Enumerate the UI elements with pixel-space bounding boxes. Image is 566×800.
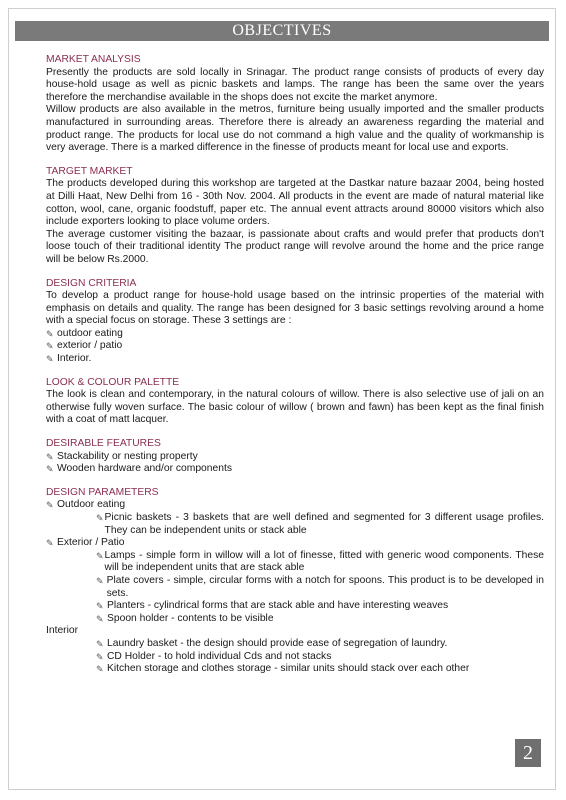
pencil-icon: ✎ bbox=[46, 341, 54, 352]
paragraph: The look is clean and contemporary, in the natural colours of willow. There is also selective use of jali on an otherwise fully woven surface. The basic colour of willow ( brown and fawn) has been kept as the final finish with a coat of matt lacquer. bbox=[46, 389, 544, 426]
list-item: ✎ Laundry basket - the design should provide ease of segregation of laundry. bbox=[96, 637, 448, 649]
list-item: ✎ Planters - cylindrical forms that are stack able and have interesting weaves bbox=[96, 600, 449, 612]
pencil-icon: ✎ bbox=[96, 651, 104, 662]
section-heading: DESIGN CRITERIA bbox=[46, 277, 137, 289]
pencil-icon: ✎ bbox=[96, 513, 104, 523]
list-item: ✎ Picnic baskets - 3 baskets that are well defined and segmented for 3 different usage profiles. They can be independent units or stack able bbox=[96, 512, 544, 536]
paragraph: The average customer visiting the bazaar, is passionate about crafts and would prefer that products don't loose touch of their traditional identity The product range will revolve around the home and the price range will be below Rs.2000. bbox=[46, 228, 544, 265]
document-body bbox=[46, 54, 544, 687]
section-heading: MARKET ANALYSIS bbox=[46, 54, 141, 65]
pencil-icon: ✎ bbox=[96, 664, 104, 675]
list-item: ✎ Wooden hardware and/or components bbox=[46, 463, 232, 475]
pencil-icon: ✎ bbox=[96, 575, 104, 586]
paragraph: Presently the products are sold locally in Srinagar. The product range consists of products of every day house-hold usage as well as picnic baskets and lamps. The range has been the same over the years therefore the merchandise available in the shops does not excite the market anymore. bbox=[46, 66, 544, 103]
pencil-icon: ✎ bbox=[96, 638, 104, 649]
pencil-icon: ✎ bbox=[46, 500, 54, 511]
design-parameters-section bbox=[46, 487, 544, 676]
list-item: ✎ CD Holder - to hold individual Cds and not stacks bbox=[96, 650, 332, 662]
section-heading: TARGET MARKET bbox=[46, 165, 133, 177]
market-analysis-section bbox=[46, 54, 544, 155]
section-heading: LOOK & COLOUR PALETTE bbox=[46, 376, 180, 388]
subheading: Interior bbox=[46, 625, 79, 637]
pencil-icon: ✎ bbox=[96, 613, 104, 624]
pencil-icon: ✎ bbox=[46, 451, 54, 462]
pencil-icon: ✎ bbox=[46, 538, 54, 549]
pencil-icon: ✎ bbox=[96, 601, 104, 612]
paragraph: The products developed during this workshop are targeted at the Dastkar nature bazaar 2004, being hosted at Dilli Haat, New Delhi from 16 - 30th Nov. 2004. All products in the event are made of natural material like cotton, wool, cane, organic foodstuff, paper etc. The annual event attracts around 80000 visitors which also include exporters looking to place volume orders. bbox=[46, 178, 544, 228]
list-item: ✎ Lamps - simple form in willow will a lot of finesse, fitted with generic wood components. These will be independent units that are stack able bbox=[96, 549, 544, 574]
look-colour-section bbox=[46, 377, 544, 427]
list-item: ✎ Outdoor eating bbox=[46, 499, 126, 511]
list-item: ✎ exterior / patio bbox=[46, 340, 123, 352]
section-heading: DESIGN PARAMETERS bbox=[46, 486, 159, 498]
list-item: ✎ Exterior / Patio bbox=[46, 537, 125, 549]
pencil-icon: ✎ bbox=[96, 550, 104, 561]
target-market-section bbox=[46, 166, 544, 267]
list-item: ✎ Kitchen storage and clothes storage - similar units should stack over each other bbox=[96, 663, 470, 675]
pencil-icon: ✎ bbox=[46, 464, 54, 475]
list-item: ✎ Spoon holder - contents to be visible bbox=[96, 612, 274, 624]
pencil-icon: ✎ bbox=[46, 328, 54, 339]
pencil-icon: ✎ bbox=[46, 354, 54, 365]
page-title: OBJECTIVES bbox=[15, 21, 549, 41]
design-criteria-section bbox=[46, 278, 544, 366]
list-item: ✎ Interior. bbox=[46, 353, 92, 365]
desirable-features-section bbox=[46, 438, 544, 476]
section-heading: DESIRABLE FEATURES bbox=[46, 438, 161, 450]
paragraph: Willow products are also available in the metros, furniture being usually imported and the smaller products manufactured in surrounding areas. Therefore there is already an awareness regarding the material and product range. The products for local use do not command a high value and the quality of workmanship is very average. There is a marked difference in the finesse of products meant for local use and exports. bbox=[46, 104, 544, 154]
list-item: ✎ Plate covers - simple, circular forms with a notch for spoons. This product is to be developed in sets. bbox=[96, 574, 544, 599]
paragraph: To develop a product range for house-hold usage based on the intrinsic properties of the material with emphasis on details and quality. The range has been designed for 3 basic settings revolving around a home with a special focus on storage. These 3 settings are : bbox=[46, 290, 544, 327]
list-item: ✎ outdoor eating bbox=[46, 327, 123, 339]
list-item: ✎ Stackability or nesting property bbox=[46, 450, 198, 462]
page-number: 2 bbox=[515, 739, 541, 767]
